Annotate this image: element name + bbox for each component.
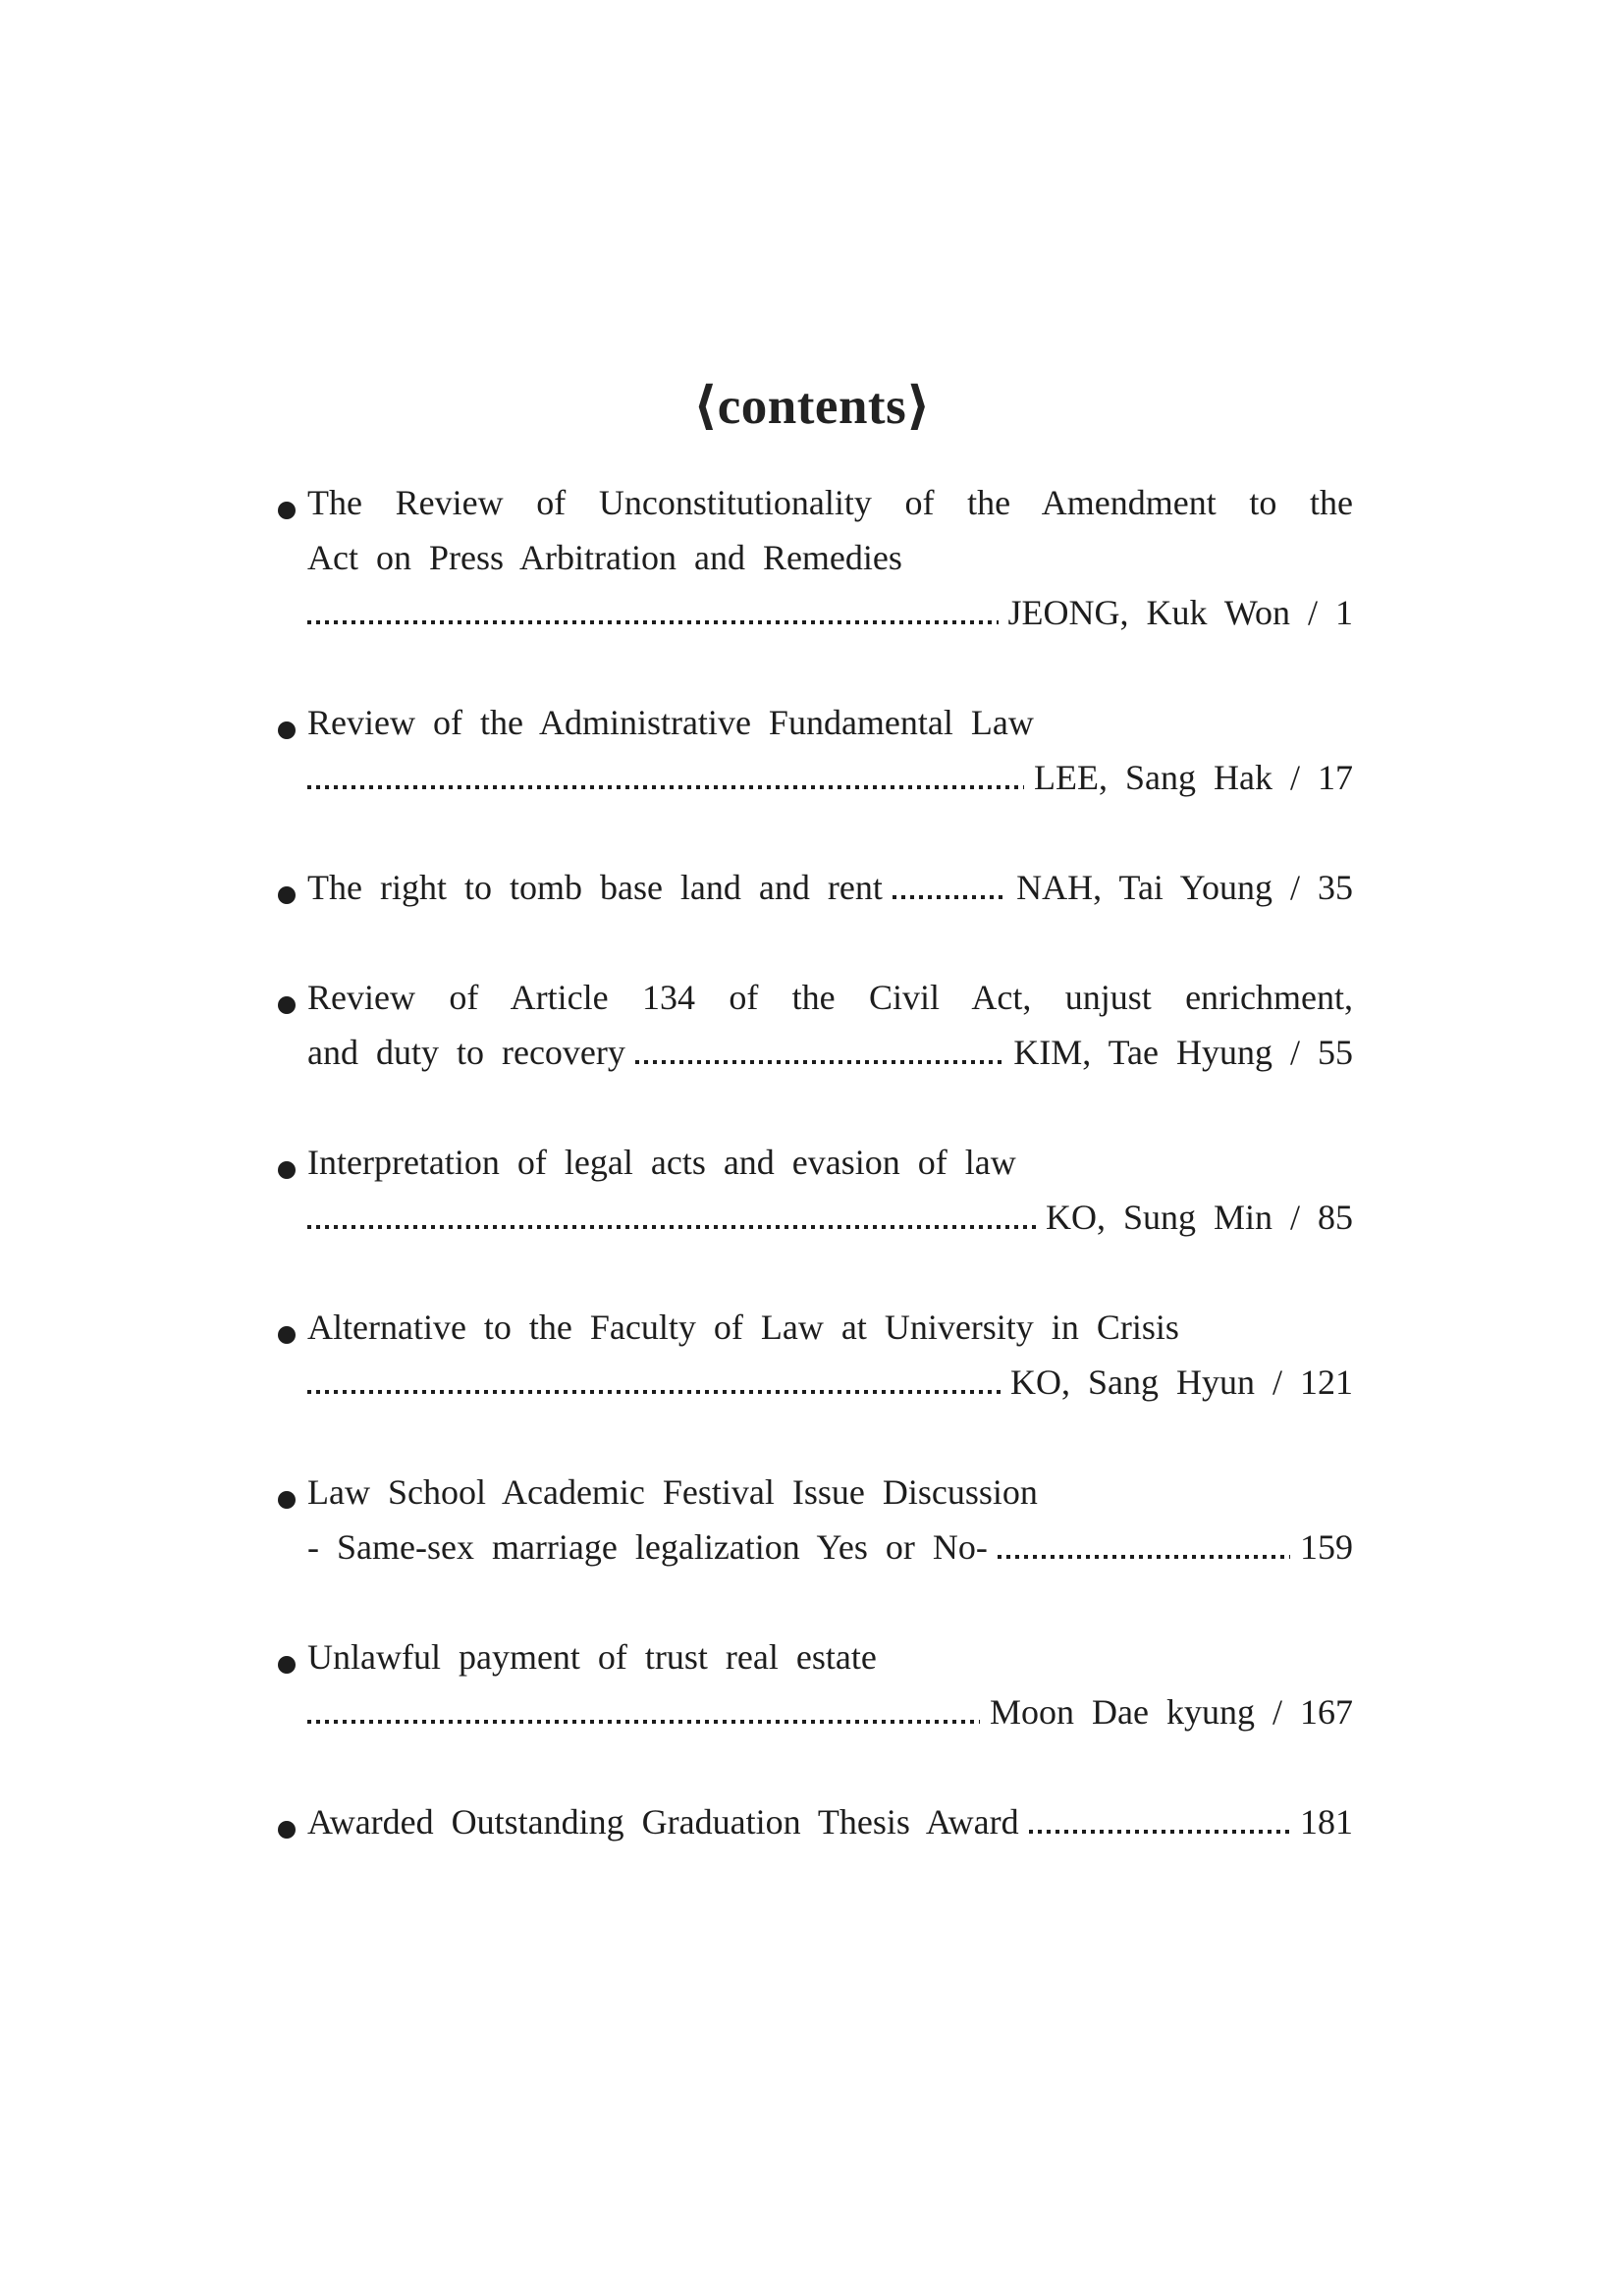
- toc-entry-tail-line: [307, 750, 1353, 805]
- bullet-icon: [278, 1821, 296, 1839]
- toc-entry-title-line: The Review of Unconstitutionality of the Amendment to the: [307, 483, 1353, 522]
- toc-entry-author-page: NAH, Tai Young / 35: [1016, 868, 1353, 907]
- toc-entry-title-line: Review of the Administrative Fundamental Law: [307, 703, 1034, 742]
- toc-entry-tail-line: [307, 860, 1353, 915]
- bullet-icon: [278, 1326, 296, 1344]
- dotted-leader: [1029, 1830, 1290, 1834]
- toc-entry-tail-line: [307, 1190, 1353, 1245]
- toc-entry-title-line: Alternative to the Faculty of Law at University in Crisis: [307, 1308, 1179, 1347]
- dotted-leader: [893, 895, 1006, 899]
- toc-entry-author-page: KIM, Tae Hyung / 55: [1013, 1033, 1353, 1072]
- toc-entry-tail-line: [307, 585, 1353, 640]
- toc-list: [276, 475, 1353, 1904]
- bullet-icon: [278, 1656, 296, 1674]
- dotted-leader: [307, 1225, 1036, 1229]
- bullet-icon: [278, 886, 296, 904]
- toc-entry-title-line: Unlawful payment of trust real estate: [307, 1637, 877, 1677]
- toc-entry-title-line: Act on Press Arbitration and Remedies: [307, 538, 902, 577]
- toc-entry-title-text: Awarded Outstanding Graduation Thesis Award: [307, 1802, 1019, 1842]
- toc-entry: [276, 475, 1353, 640]
- toc-entry: [276, 1300, 1353, 1410]
- dotted-leader: [307, 620, 999, 624]
- toc-entry-tail-line: [307, 1684, 1353, 1739]
- dotted-leader: [635, 1060, 1003, 1064]
- toc-entry-title-line: Interpretation of legal acts and evasion of law: [307, 1143, 1016, 1182]
- toc-entry-tail-line: [307, 1355, 1353, 1410]
- toc-entry-title-line: Law School Academic Festival Issue Discussion: [307, 1472, 1038, 1512]
- dotted-leader: [998, 1555, 1290, 1559]
- toc-entry: [276, 970, 1353, 1080]
- dotted-leader: [307, 785, 1024, 789]
- toc-entry: [276, 860, 1353, 915]
- dotted-leader: [307, 1720, 980, 1724]
- page-title: ⟨contents⟩: [693, 377, 931, 435]
- toc-entry-title-line: Review of Article 134 of the Civil Act, unjust enrichment,: [307, 978, 1353, 1017]
- toc-entry: [276, 1135, 1353, 1245]
- bullet-icon: [278, 1491, 296, 1509]
- toc-entry: [276, 1465, 1353, 1575]
- bullet-icon: [278, 721, 296, 739]
- toc-entry-title-text: The right to tomb base land and rent: [307, 868, 883, 907]
- toc-entry-author-page: LEE, Sang Hak / 17: [1034, 758, 1353, 797]
- toc-entry-tail-line: [307, 1025, 1353, 1080]
- bullet-icon: [278, 502, 296, 519]
- bullet-icon: [278, 1161, 296, 1179]
- toc-entry: [276, 695, 1353, 805]
- toc-entry-author-page: KO, Sung Min / 85: [1045, 1198, 1353, 1237]
- toc-entry-tail-line: [307, 1520, 1353, 1575]
- toc-entry-title-text: - Same-sex marriage legalization Yes or No-: [307, 1527, 988, 1567]
- toc-entry: [276, 1794, 1353, 1849]
- toc-entry-tail-line: [307, 1794, 1353, 1849]
- toc-entry-author-page: JEONG, Kuk Won / 1: [1007, 593, 1353, 632]
- toc-entry: [276, 1629, 1353, 1739]
- bullet-icon: [278, 996, 296, 1014]
- dotted-leader: [307, 1390, 1001, 1394]
- toc-entry-author-page: 159: [1300, 1527, 1353, 1567]
- toc-entry-author-page: Moon Dae kyung / 167: [990, 1692, 1353, 1732]
- toc-entry-author-page: KO, Sang Hyun / 121: [1010, 1362, 1353, 1402]
- toc-entry-author-page: 181: [1300, 1802, 1353, 1842]
- toc-entry-title-text: and duty to recovery: [307, 1033, 625, 1072]
